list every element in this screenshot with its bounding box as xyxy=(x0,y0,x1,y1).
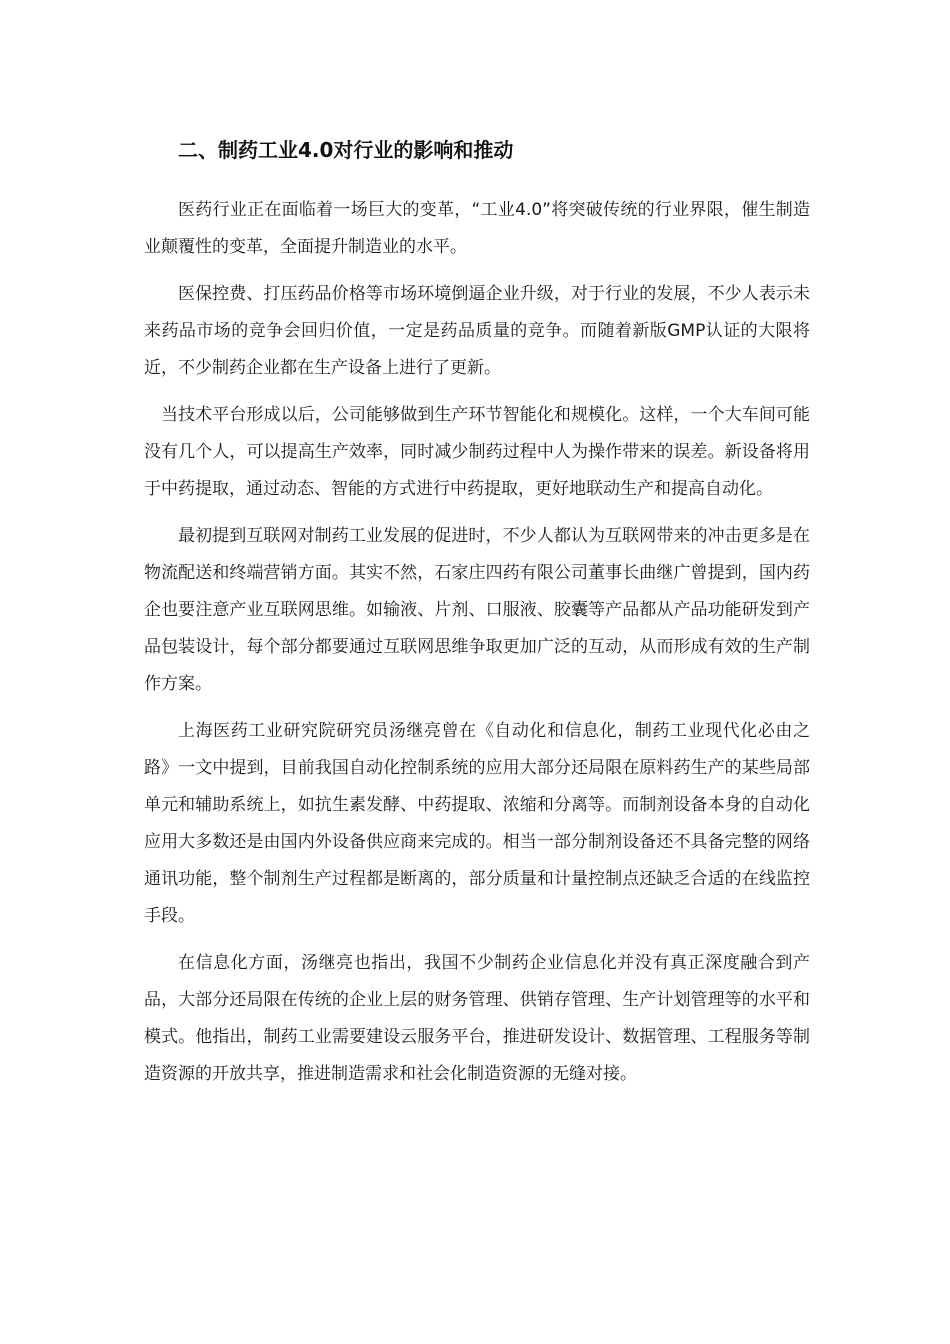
paragraph-4: 最初提到互联网对制药工业发展的促进时，不少人都认为互联网带来的冲击更多是在物流配送和终端营销方面。其实不然，石家庄四药有限公司董事长曲继广曾提到，国内药企也要注意产业互联网思维。如输液、片剂、口服液、胶囊等产品都从产品功能研发到产品包装设计，每个部分都要通过互联网思维争取更加广泛的互动，从而形成有效的生产制作方案。 xyxy=(144,526,810,694)
paragraph-5: 上海医药工业研究院研究员汤继亮曾在《自动化和信息化，制药工业现代化必由之路》一文中提到，目前我国自动化控制系统的应用大部分还局限在原料药生产的某些局部单元和辅助系统上，如抗生素发酵、中药提取、浓缩和分离等。而制剂设备本身的自动化应用大多数还是由国内外设备供应商来完成的。相当一部分制剂设备还不具备完整的网络通讯功能，整个制剂生产过程都是断离的，部分质量和计量控制点还缺乏合适的在线监控手段。 xyxy=(144,721,810,926)
paragraph-1: 医药行业正在面临着一场巨大的变革，“工业4.0”将突破传统的行业界限，催生制造业颠覆性的变革，全面提升制造业的水平。 xyxy=(144,200,810,257)
body-text xyxy=(144,192,810,1103)
section-heading: 二、制药工业4.0对行业的影响和推动 xyxy=(178,138,514,162)
paragraph-3: 当技术平台形成以后，公司能够做到生产环节智能化和规模化。这样，一个大车间可能没有几个人，可以提高生产效率，同时减少制药过程中人为操作带来的误差。新设备将用于中药提取，通过动态、智能的方式进行中药提取，更好地联动生产和提高自动化。 xyxy=(144,405,810,499)
paragraph-2: 医保控费、打压药品价格等市场环境倒逼企业升级，对于行业的发展，不少人表示未来药品市场的竞争会回归价值，一定是药品质量的竞争。而随着新版GMP认证的大限将近，不少制药企业都在生产设备上进行了更新。 xyxy=(144,284,810,378)
paragraph-6: 在信息化方面，汤继亮也指出，我国不少制药企业信息化并没有真正深度融合到产品，大部分还局限在传统的企业上层的财务管理、供销存管理、生产计划管理等的水平和模式。他指出，制药工业需要建设云服务平台，推进研发设计、数据管理、工程服务等制造资源的开放共享，推进制造需求和社会化制造资源的无缝对接。 xyxy=(144,953,810,1084)
